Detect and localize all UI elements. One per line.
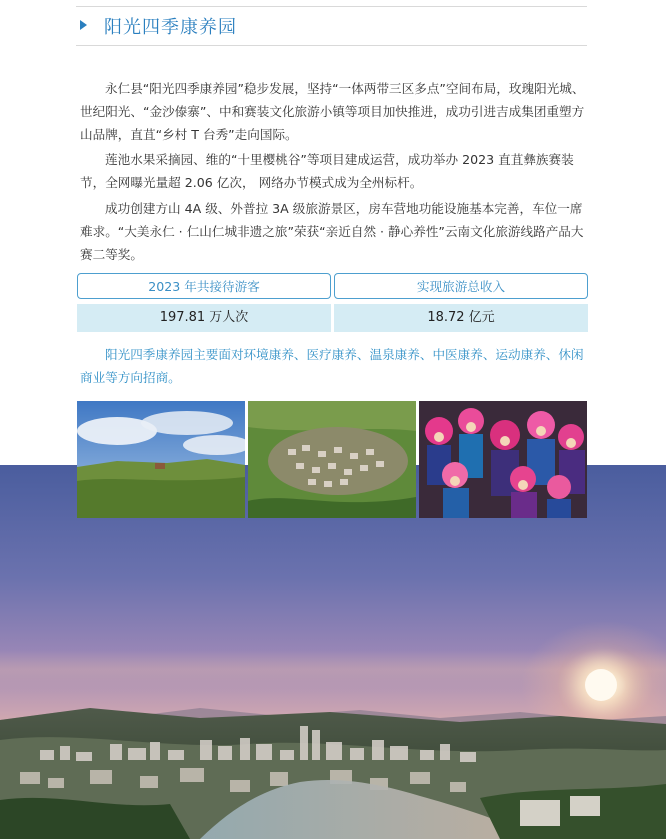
triangle-marker-icon <box>80 20 87 30</box>
stat-value-revenue: 18.72 亿元 <box>334 304 588 332</box>
photo-yi-costume-festival <box>419 401 587 518</box>
photo-village-aerial <box>248 401 416 518</box>
tourism-stats-table <box>77 273 588 332</box>
investment-note: 阳光四季康养园主要面对环境康养、医疗康养、温泉康养、中医康养、运动康养、休闲商业等方向招商。 <box>80 347 584 385</box>
photo-mountain-plateau <box>77 401 245 518</box>
stat-label-revenue: 实现旅游总收入 <box>334 273 588 299</box>
stat-value-visitors: 197.81 万人次 <box>77 304 331 332</box>
paragraph-events: 莲池水果采摘园、维的“十里樱桃谷”等项目建成运营，成功举办 2023 直苴彝族赛装节，全网曝光量超 2.06 亿次， 网络办节模式成为全州标杆。 <box>80 152 574 190</box>
stat-label-visitors: 2023 年共接待游客 <box>77 273 331 299</box>
paragraph-development: 永仁县“阳光四季康养园”稳步发展，坚持“一体两带三区多点”空间布局，玫瑰阳光城、世纪阳光、“金沙傣寨”、中和赛装文化旅游小镇等项目加快推进，成功引进吉成集团重塑方山品牌，直苴“乡村 T 台秀”走向国际。 <box>80 81 585 142</box>
section-header <box>76 6 587 46</box>
section-title: 阳光四季康养园 <box>104 17 237 38</box>
paragraph-scenic-areas: 成功创建方山 4A 级、外普拉 3A 级旅游景区，房车营地功能设施基本完善，车位一席难求。“大美永仁 · 仁山仁城非遗之旅”荣获“亲近自然 · 静心养性”云南文化旅游线路产品大赛二等奖。 <box>80 201 584 262</box>
town-aerial-view <box>0 700 666 839</box>
